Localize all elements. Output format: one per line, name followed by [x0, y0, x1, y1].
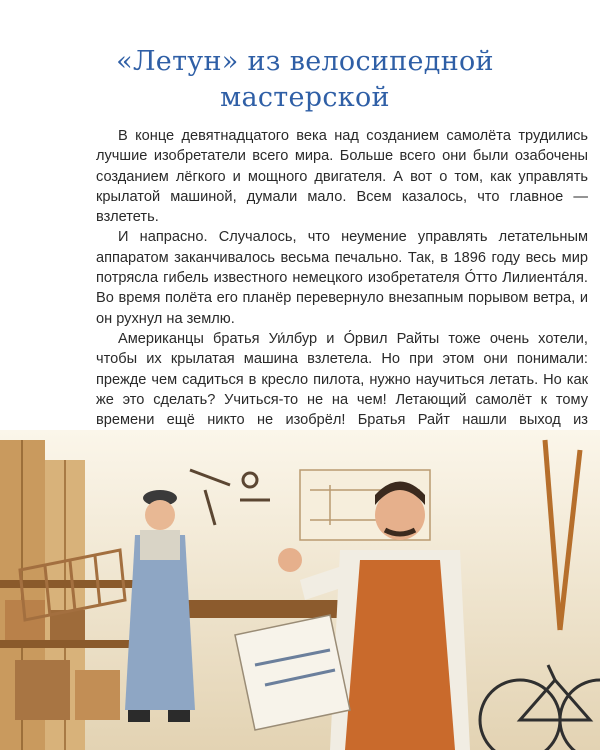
- paragraph-2: И напрасно. Случалось, что неумение управлять летательным аппаратом заканчивалось весьма печально. Так, в 1896 году весь мир потрясла гибель известного немецкого изобретателя О́тто Лилиента́ля. Во время полёта его планёр перевернуло внезапным порывом ветра, и он рухнул на землю.: [96, 229, 588, 327]
- airplane-drawing: [235, 615, 350, 730]
- paragraph-3: Американцы братья Уи́лбур и О́рвил Райты тоже очень хотели, чтобы их крылатая машина взлетела. Но при этом они понимали: прежде чем садиться в кресло пилота, нужно научиться летать. Но как же это сделать? Учиться-то не на чем! Летающий самолёт к тому времени ещё никто не изобрёл! Братья Райт нашли выход из: [96, 330, 588, 429]
- workshop-illustration: [0, 430, 600, 750]
- body-text: [96, 126, 588, 451]
- paragraph-1: В конце девятнадцатого века над созданием самолёта трудились лучшие изобретатели всего мира. Больше всего они были озабочены созданием лёгкого и мощного двигателя. А вот о том, как управлять крылатой машиной, думали мало. Всем казалось, что главное — взлететь.: [96, 128, 588, 226]
- page-title: [40, 44, 570, 116]
- page-title-line-2: мастерской: [220, 82, 390, 113]
- page-title-line-1: «Летун» из велосипедной: [116, 46, 494, 77]
